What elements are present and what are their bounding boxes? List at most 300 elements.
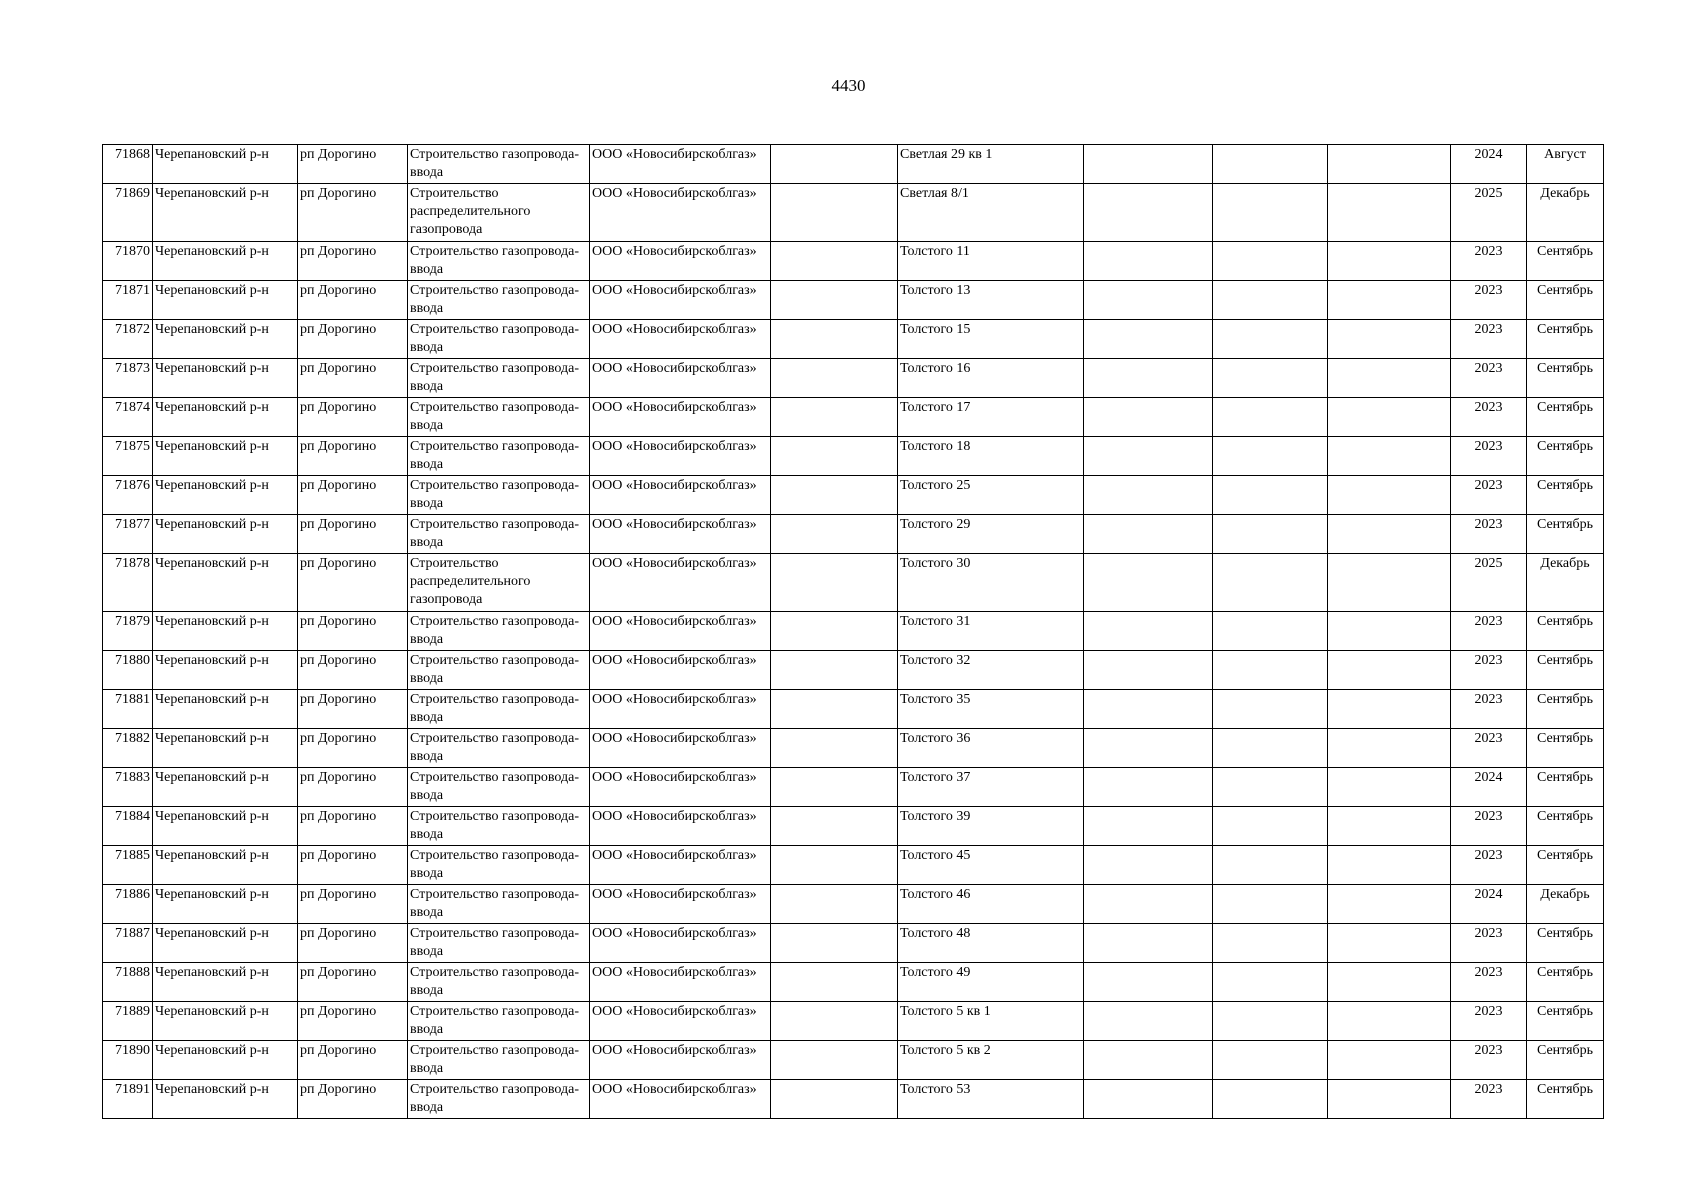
month-cell: Август xyxy=(1527,145,1604,184)
month-cell: Сентябрь xyxy=(1527,515,1604,554)
district-cell: Черепановский р-н xyxy=(153,242,298,281)
organization-cell: ООО «Новосибирскоблгаз» xyxy=(590,1041,771,1080)
settlement-cell: рп Дорогино xyxy=(298,242,408,281)
work-type-cell: Строительство газопровода-ввода xyxy=(408,281,590,320)
year-cell: 2023 xyxy=(1451,1002,1527,1041)
year-cell: 2023 xyxy=(1451,515,1527,554)
address-cell: Толстого 53 xyxy=(898,1080,1084,1119)
empty-cell xyxy=(1213,476,1328,515)
year-cell: 2024 xyxy=(1451,885,1527,924)
district-cell: Черепановский р-н xyxy=(153,729,298,768)
work-type-cell: Строительство газопровода-ввода xyxy=(408,768,590,807)
district-cell: Черепановский р-н xyxy=(153,515,298,554)
address-cell: Светлая 29 кв 1 xyxy=(898,145,1084,184)
month-cell: Сентябрь xyxy=(1527,359,1604,398)
empty-cell xyxy=(1084,281,1213,320)
row-id-cell: 71885 xyxy=(103,846,153,885)
organization-cell: ООО «Новосибирскоблгаз» xyxy=(590,729,771,768)
year-cell: 2023 xyxy=(1451,242,1527,281)
address-cell: Толстого 35 xyxy=(898,690,1084,729)
settlement-cell: рп Дорогино xyxy=(298,690,408,729)
settlement-cell: рп Дорогино xyxy=(298,359,408,398)
table-row xyxy=(103,690,1604,729)
district-cell: Черепановский р-н xyxy=(153,846,298,885)
work-type-cell: Строительство газопровода-ввода xyxy=(408,846,590,885)
organization-cell: ООО «Новосибирскоблгаз» xyxy=(590,359,771,398)
organization-cell: ООО «Новосибирскоблгаз» xyxy=(590,963,771,1002)
settlement-cell: рп Дорогино xyxy=(298,476,408,515)
settlement-cell: рп Дорогино xyxy=(298,612,408,651)
empty-cell xyxy=(1084,768,1213,807)
empty-cell xyxy=(1084,184,1213,242)
table-row xyxy=(103,651,1604,690)
month-cell: Сентябрь xyxy=(1527,846,1604,885)
organization-cell: ООО «Новосибирскоблгаз» xyxy=(590,1080,771,1119)
row-id-cell: 71872 xyxy=(103,320,153,359)
address-cell: Толстого 5 кв 2 xyxy=(898,1041,1084,1080)
month-cell: Декабрь xyxy=(1527,885,1604,924)
organization-cell: ООО «Новосибирскоблгаз» xyxy=(590,885,771,924)
empty-cell xyxy=(1328,612,1451,651)
work-type-cell: Строительство газопровода-ввода xyxy=(408,690,590,729)
address-cell: Толстого 39 xyxy=(898,807,1084,846)
work-type-cell: Строительство газопровода-ввода xyxy=(408,145,590,184)
empty-cell xyxy=(1213,690,1328,729)
month-cell: Сентябрь xyxy=(1527,768,1604,807)
year-cell: 2023 xyxy=(1451,359,1527,398)
district-cell: Черепановский р-н xyxy=(153,184,298,242)
empty-cell xyxy=(1084,398,1213,437)
work-type-cell: Строительство газопровода-ввода xyxy=(408,320,590,359)
empty-cell xyxy=(1328,924,1451,963)
work-type-cell: Строительство газопровода-ввода xyxy=(408,729,590,768)
empty-cell xyxy=(1084,145,1213,184)
settlement-cell: рп Дорогино xyxy=(298,651,408,690)
settlement-cell: рп Дорогино xyxy=(298,145,408,184)
district-cell: Черепановский р-н xyxy=(153,612,298,651)
address-cell: Толстого 5 кв 1 xyxy=(898,1002,1084,1041)
empty-cell xyxy=(1213,729,1328,768)
month-cell: Сентябрь xyxy=(1527,1041,1604,1080)
row-id-cell: 71869 xyxy=(103,184,153,242)
address-cell: Толстого 48 xyxy=(898,924,1084,963)
month-cell: Сентябрь xyxy=(1527,1002,1604,1041)
month-cell: Сентябрь xyxy=(1527,398,1604,437)
settlement-cell: рп Дорогино xyxy=(298,515,408,554)
empty-cell xyxy=(1213,612,1328,651)
work-type-cell: Строительство газопровода-ввода xyxy=(408,359,590,398)
table-body xyxy=(103,145,1604,1119)
row-id-cell: 71873 xyxy=(103,359,153,398)
empty-cell xyxy=(771,651,898,690)
work-type-cell: Строительство газопровода-ввода xyxy=(408,242,590,281)
address-cell: Толстого 31 xyxy=(898,612,1084,651)
settlement-cell: рп Дорогино xyxy=(298,1080,408,1119)
month-cell: Декабрь xyxy=(1527,554,1604,612)
year-cell: 2023 xyxy=(1451,729,1527,768)
work-type-cell: Строительство газопровода-ввода xyxy=(408,437,590,476)
work-type-cell: Строительство газопровода-ввода xyxy=(408,807,590,846)
year-cell: 2024 xyxy=(1451,768,1527,807)
empty-cell xyxy=(771,1041,898,1080)
month-cell: Сентябрь xyxy=(1527,807,1604,846)
empty-cell xyxy=(1328,281,1451,320)
empty-cell xyxy=(1213,515,1328,554)
empty-cell xyxy=(1328,554,1451,612)
address-cell: Толстого 16 xyxy=(898,359,1084,398)
address-cell: Толстого 46 xyxy=(898,885,1084,924)
empty-cell xyxy=(1084,242,1213,281)
empty-cell xyxy=(1213,184,1328,242)
work-type-cell: Строительство газопровода-ввода xyxy=(408,515,590,554)
empty-cell xyxy=(1213,1080,1328,1119)
empty-cell xyxy=(1084,1041,1213,1080)
address-cell: Светлая 8/1 xyxy=(898,184,1084,242)
organization-cell: ООО «Новосибирскоблгаз» xyxy=(590,554,771,612)
table-row xyxy=(103,612,1604,651)
organization-cell: ООО «Новосибирскоблгаз» xyxy=(590,612,771,651)
empty-cell xyxy=(771,729,898,768)
row-id-cell: 71890 xyxy=(103,1041,153,1080)
empty-cell xyxy=(1213,398,1328,437)
year-cell: 2025 xyxy=(1451,184,1527,242)
table-row xyxy=(103,145,1604,184)
empty-cell xyxy=(1084,690,1213,729)
organization-cell: ООО «Новосибирскоблгаз» xyxy=(590,924,771,963)
empty-cell xyxy=(1328,398,1451,437)
table-row xyxy=(103,1041,1604,1080)
district-cell: Черепановский р-н xyxy=(153,768,298,807)
district-cell: Черепановский р-н xyxy=(153,398,298,437)
empty-cell xyxy=(1084,729,1213,768)
district-cell: Черепановский р-н xyxy=(153,1041,298,1080)
work-type-cell: Строительство газопровода-ввода xyxy=(408,1002,590,1041)
address-cell: Толстого 11 xyxy=(898,242,1084,281)
row-id-cell: 71874 xyxy=(103,398,153,437)
empty-cell xyxy=(1084,807,1213,846)
address-cell: Толстого 15 xyxy=(898,320,1084,359)
empty-cell xyxy=(771,807,898,846)
district-cell: Черепановский р-н xyxy=(153,554,298,612)
empty-cell xyxy=(771,515,898,554)
organization-cell: ООО «Новосибирскоблгаз» xyxy=(590,651,771,690)
address-cell: Толстого 45 xyxy=(898,846,1084,885)
empty-cell xyxy=(771,1080,898,1119)
empty-cell xyxy=(1213,885,1328,924)
empty-cell xyxy=(771,768,898,807)
district-cell: Черепановский р-н xyxy=(153,1002,298,1041)
empty-cell xyxy=(1328,729,1451,768)
row-id-cell: 71887 xyxy=(103,924,153,963)
empty-cell xyxy=(1213,846,1328,885)
year-cell: 2023 xyxy=(1451,924,1527,963)
table-row xyxy=(103,184,1604,242)
organization-cell: ООО «Новосибирскоблгаз» xyxy=(590,437,771,476)
district-cell: Черепановский р-н xyxy=(153,690,298,729)
district-cell: Черепановский р-н xyxy=(153,476,298,515)
settlement-cell: рп Дорогино xyxy=(298,437,408,476)
table-row xyxy=(103,398,1604,437)
empty-cell xyxy=(1084,885,1213,924)
table-row xyxy=(103,1002,1604,1041)
table-row xyxy=(103,885,1604,924)
row-id-cell: 71891 xyxy=(103,1080,153,1119)
settlement-cell: рп Дорогино xyxy=(298,398,408,437)
district-cell: Черепановский р-н xyxy=(153,145,298,184)
empty-cell xyxy=(1213,145,1328,184)
district-cell: Черепановский р-н xyxy=(153,885,298,924)
empty-cell xyxy=(771,690,898,729)
year-cell: 2025 xyxy=(1451,554,1527,612)
row-id-cell: 71870 xyxy=(103,242,153,281)
work-type-cell: Строительство распределительного газопровода xyxy=(408,184,590,242)
empty-cell xyxy=(1328,184,1451,242)
empty-cell xyxy=(1213,924,1328,963)
table-row xyxy=(103,242,1604,281)
empty-cell xyxy=(1084,437,1213,476)
table-row xyxy=(103,846,1604,885)
empty-cell xyxy=(1328,690,1451,729)
organization-cell: ООО «Новосибирскоблгаз» xyxy=(590,515,771,554)
empty-cell xyxy=(771,437,898,476)
table-row xyxy=(103,1080,1604,1119)
organization-cell: ООО «Новосибирскоблгаз» xyxy=(590,768,771,807)
empty-cell xyxy=(771,145,898,184)
empty-cell xyxy=(771,242,898,281)
row-id-cell: 71880 xyxy=(103,651,153,690)
table-row xyxy=(103,924,1604,963)
month-cell: Сентябрь xyxy=(1527,729,1604,768)
settlement-cell: рп Дорогино xyxy=(298,846,408,885)
row-id-cell: 71888 xyxy=(103,963,153,1002)
address-cell: Толстого 18 xyxy=(898,437,1084,476)
year-cell: 2023 xyxy=(1451,281,1527,320)
work-type-cell: Строительство распределительного газопровода xyxy=(408,554,590,612)
empty-cell xyxy=(1328,1080,1451,1119)
empty-cell xyxy=(771,320,898,359)
table-row xyxy=(103,437,1604,476)
organization-cell: ООО «Новосибирскоблгаз» xyxy=(590,690,771,729)
empty-cell xyxy=(1084,359,1213,398)
district-cell: Черепановский р-н xyxy=(153,807,298,846)
address-cell: Толстого 49 xyxy=(898,963,1084,1002)
month-cell: Сентябрь xyxy=(1527,242,1604,281)
row-id-cell: 71882 xyxy=(103,729,153,768)
table-row xyxy=(103,515,1604,554)
settlement-cell: рп Дорогино xyxy=(298,729,408,768)
row-id-cell: 71871 xyxy=(103,281,153,320)
empty-cell xyxy=(771,963,898,1002)
empty-cell xyxy=(771,476,898,515)
organization-cell: ООО «Новосибирскоблгаз» xyxy=(590,281,771,320)
year-cell: 2024 xyxy=(1451,145,1527,184)
row-id-cell: 71889 xyxy=(103,1002,153,1041)
table-row xyxy=(103,807,1604,846)
row-id-cell: 71886 xyxy=(103,885,153,924)
settlement-cell: рп Дорогино xyxy=(298,807,408,846)
empty-cell xyxy=(771,1002,898,1041)
month-cell: Сентябрь xyxy=(1527,651,1604,690)
row-id-cell: 71884 xyxy=(103,807,153,846)
empty-cell xyxy=(771,885,898,924)
work-type-cell: Строительство газопровода-ввода xyxy=(408,924,590,963)
empty-cell xyxy=(1084,515,1213,554)
work-type-cell: Строительство газопровода-ввода xyxy=(408,1080,590,1119)
organization-cell: ООО «Новосибирскоблгаз» xyxy=(590,398,771,437)
year-cell: 2023 xyxy=(1451,1041,1527,1080)
month-cell: Сентябрь xyxy=(1527,281,1604,320)
settlement-cell: рп Дорогино xyxy=(298,885,408,924)
empty-cell xyxy=(1084,924,1213,963)
empty-cell xyxy=(1084,476,1213,515)
address-cell: Толстого 37 xyxy=(898,768,1084,807)
settlement-cell: рп Дорогино xyxy=(298,184,408,242)
district-cell: Черепановский р-н xyxy=(153,359,298,398)
empty-cell xyxy=(771,281,898,320)
work-type-cell: Строительство газопровода-ввода xyxy=(408,1041,590,1080)
organization-cell: ООО «Новосибирскоблгаз» xyxy=(590,807,771,846)
address-cell: Толстого 17 xyxy=(898,398,1084,437)
district-cell: Черепановский р-н xyxy=(153,651,298,690)
month-cell: Сентябрь xyxy=(1527,963,1604,1002)
row-id-cell: 71875 xyxy=(103,437,153,476)
address-cell: Толстого 13 xyxy=(898,281,1084,320)
empty-cell xyxy=(1213,807,1328,846)
district-cell: Черепановский р-н xyxy=(153,924,298,963)
year-cell: 2023 xyxy=(1451,476,1527,515)
table-row xyxy=(103,768,1604,807)
empty-cell xyxy=(1328,651,1451,690)
empty-cell xyxy=(771,612,898,651)
row-id-cell: 71879 xyxy=(103,612,153,651)
empty-cell xyxy=(771,846,898,885)
empty-cell xyxy=(1213,651,1328,690)
table-row xyxy=(103,320,1604,359)
address-cell: Толстого 36 xyxy=(898,729,1084,768)
work-type-cell: Строительство газопровода-ввода xyxy=(408,651,590,690)
empty-cell xyxy=(1084,612,1213,651)
empty-cell xyxy=(1328,846,1451,885)
empty-cell xyxy=(771,554,898,612)
settlement-cell: рп Дорогино xyxy=(298,924,408,963)
table-row xyxy=(103,359,1604,398)
page-number: 4430 xyxy=(831,76,866,95)
address-cell: Толстого 32 xyxy=(898,651,1084,690)
empty-cell xyxy=(771,924,898,963)
table-row xyxy=(103,729,1604,768)
work-type-cell: Строительство газопровода-ввода xyxy=(408,612,590,651)
month-cell: Сентябрь xyxy=(1527,437,1604,476)
empty-cell xyxy=(1328,359,1451,398)
empty-cell xyxy=(1084,1080,1213,1119)
empty-cell xyxy=(1328,437,1451,476)
row-id-cell: 71876 xyxy=(103,476,153,515)
empty-cell xyxy=(1328,1041,1451,1080)
table-row xyxy=(103,554,1604,612)
empty-cell xyxy=(1328,885,1451,924)
empty-cell xyxy=(1213,437,1328,476)
organization-cell: ООО «Новосибирскоблгаз» xyxy=(590,242,771,281)
table-row xyxy=(103,281,1604,320)
empty-cell xyxy=(1328,1002,1451,1041)
row-id-cell: 71877 xyxy=(103,515,153,554)
organization-cell: ООО «Новосибирскоблгаз» xyxy=(590,846,771,885)
district-cell: Черепановский р-н xyxy=(153,437,298,476)
district-cell: Черепановский р-н xyxy=(153,320,298,359)
row-id-cell: 71878 xyxy=(103,554,153,612)
month-cell: Сентябрь xyxy=(1527,320,1604,359)
district-cell: Черепановский р-н xyxy=(153,963,298,1002)
settlement-cell: рп Дорогино xyxy=(298,963,408,1002)
organization-cell: ООО «Новосибирскоблгаз» xyxy=(590,184,771,242)
month-cell: Сентябрь xyxy=(1527,924,1604,963)
empty-cell xyxy=(1328,476,1451,515)
month-cell: Сентябрь xyxy=(1527,476,1604,515)
settlement-cell: рп Дорогино xyxy=(298,1041,408,1080)
empty-cell xyxy=(1213,768,1328,807)
empty-cell xyxy=(1084,651,1213,690)
work-type-cell: Строительство газопровода-ввода xyxy=(408,885,590,924)
empty-cell xyxy=(771,184,898,242)
empty-cell xyxy=(1328,768,1451,807)
empty-cell xyxy=(1213,281,1328,320)
empty-cell xyxy=(1328,242,1451,281)
settlement-cell: рп Дорогино xyxy=(298,1002,408,1041)
year-cell: 2023 xyxy=(1451,612,1527,651)
year-cell: 2023 xyxy=(1451,651,1527,690)
empty-cell xyxy=(1213,963,1328,1002)
empty-cell xyxy=(1213,554,1328,612)
row-id-cell: 71868 xyxy=(103,145,153,184)
work-type-cell: Строительство газопровода-ввода xyxy=(408,398,590,437)
empty-cell xyxy=(771,359,898,398)
empty-cell xyxy=(1084,846,1213,885)
empty-cell xyxy=(1084,963,1213,1002)
work-type-cell: Строительство газопровода-ввода xyxy=(408,476,590,515)
empty-cell xyxy=(1328,145,1451,184)
organization-cell: ООО «Новосибирскоблгаз» xyxy=(590,476,771,515)
empty-cell xyxy=(1213,359,1328,398)
table-row xyxy=(103,963,1604,1002)
year-cell: 2023 xyxy=(1451,1080,1527,1119)
row-id-cell: 71881 xyxy=(103,690,153,729)
empty-cell xyxy=(1084,320,1213,359)
year-cell: 2023 xyxy=(1451,437,1527,476)
address-cell: Толстого 30 xyxy=(898,554,1084,612)
empty-cell xyxy=(1213,1002,1328,1041)
empty-cell xyxy=(1328,320,1451,359)
district-cell: Черепановский р-н xyxy=(153,1080,298,1119)
year-cell: 2023 xyxy=(1451,846,1527,885)
address-cell: Толстого 29 xyxy=(898,515,1084,554)
empty-cell xyxy=(771,398,898,437)
row-id-cell: 71883 xyxy=(103,768,153,807)
empty-cell xyxy=(1213,242,1328,281)
settlement-cell: рп Дорогино xyxy=(298,281,408,320)
organization-cell: ООО «Новосибирскоблгаз» xyxy=(590,145,771,184)
year-cell: 2023 xyxy=(1451,807,1527,846)
data-table xyxy=(102,144,1604,1119)
district-cell: Черепановский р-н xyxy=(153,281,298,320)
organization-cell: ООО «Новосибирскоблгаз» xyxy=(590,1002,771,1041)
empty-cell xyxy=(1084,1002,1213,1041)
year-cell: 2023 xyxy=(1451,320,1527,359)
work-type-cell: Строительство газопровода-ввода xyxy=(408,963,590,1002)
settlement-cell: рп Дорогино xyxy=(298,768,408,807)
empty-cell xyxy=(1213,1041,1328,1080)
year-cell: 2023 xyxy=(1451,690,1527,729)
month-cell: Сентябрь xyxy=(1527,690,1604,729)
